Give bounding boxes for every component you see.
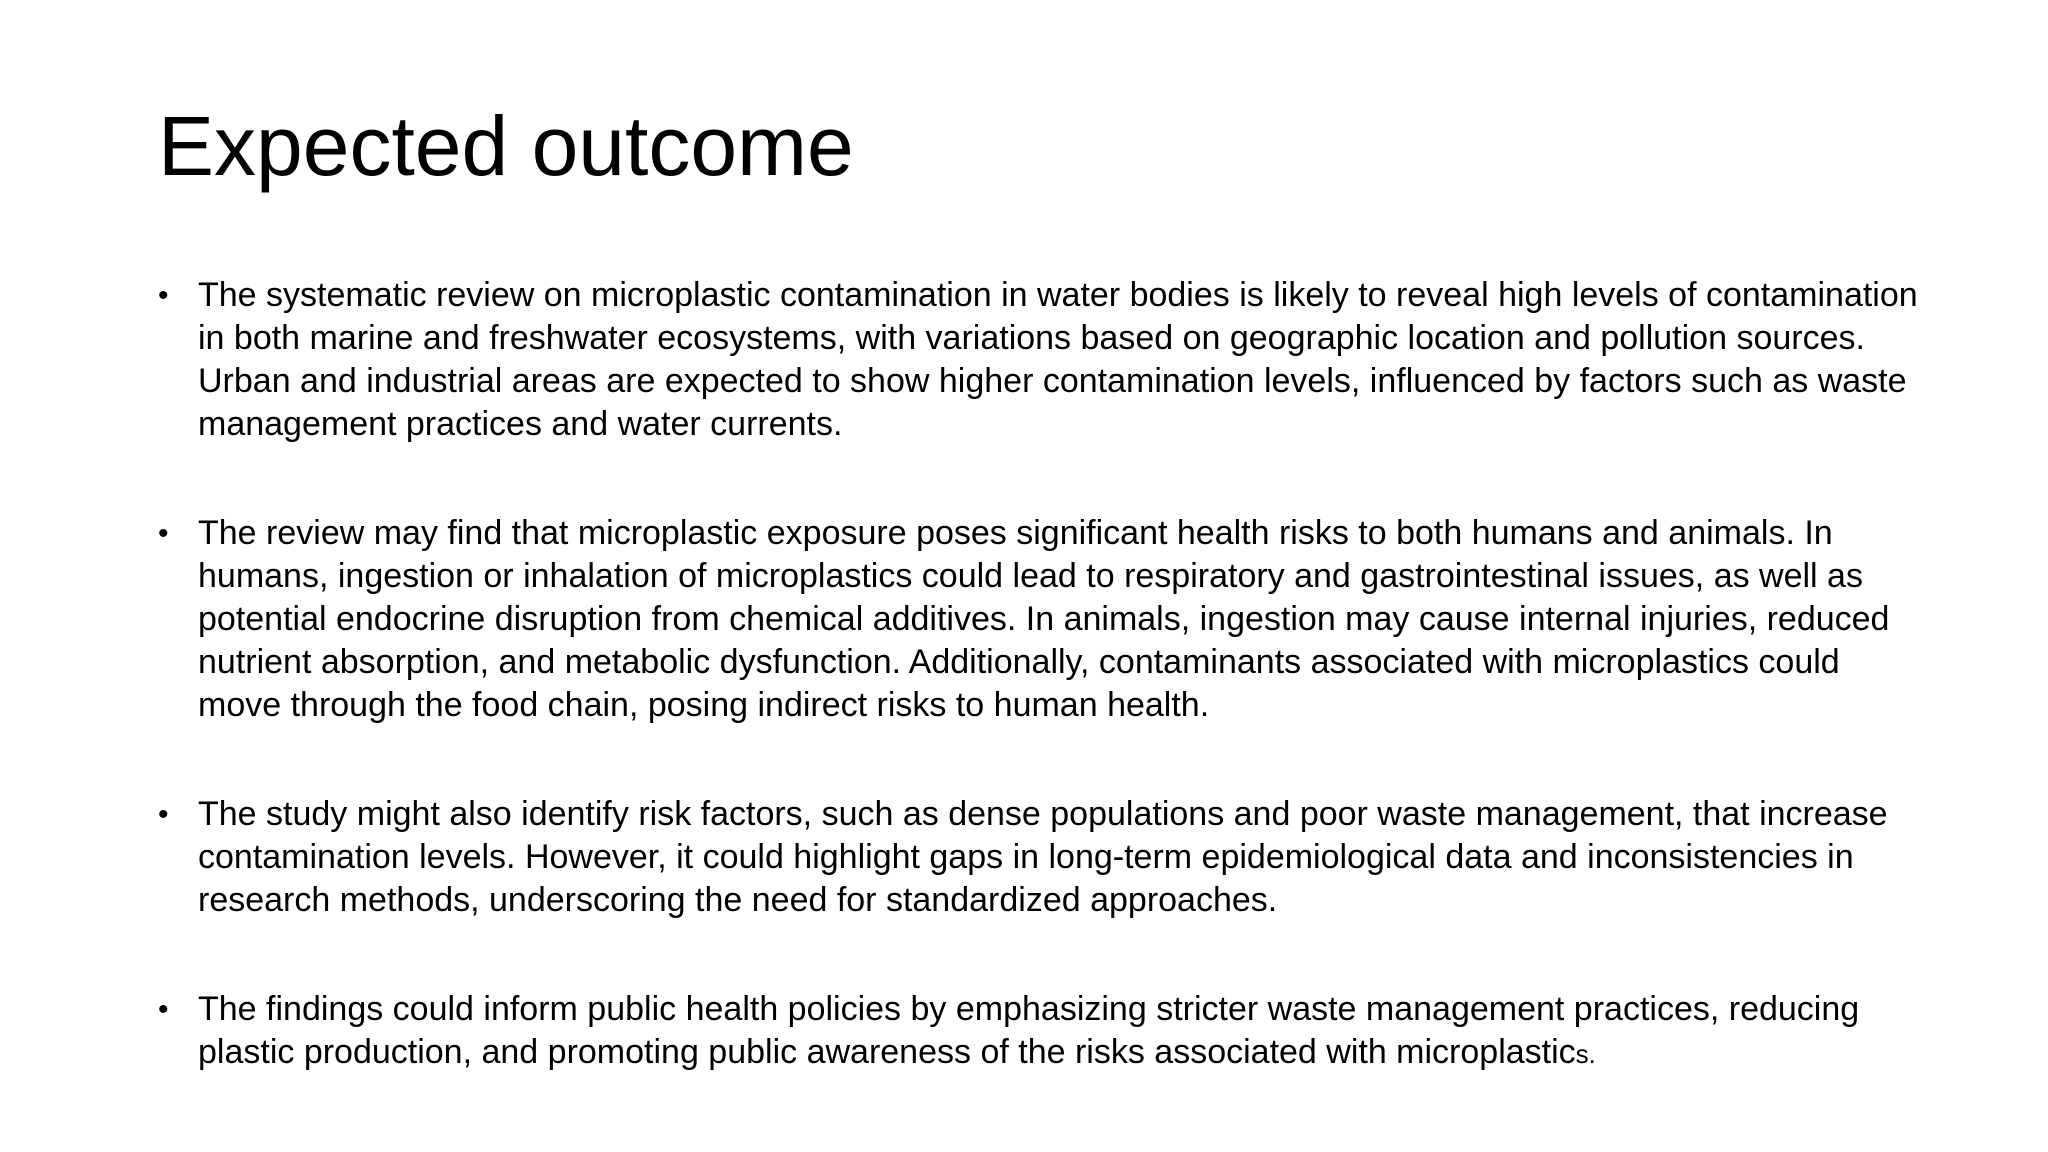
bullet-item-4 xyxy=(158,988,1918,1076)
bullet-dot: • xyxy=(158,993,169,1026)
bullet-item-1 xyxy=(158,274,1918,446)
bullet-text-tail: s. xyxy=(1575,1039,1596,1069)
bullet-text: The study might also identify risk factors, such as dense populations and poor waste management, that increase contamination levels. However, it could highlight gaps in long-term epidemiological data and inconsistencies in research methods, underscoring the need for standardized approaches. xyxy=(198,795,1888,919)
bullet-text: The review may find that microplastic exposure poses significant health risks to both humans and animals. In humans, ingestion or inhalation of microplastics could lead to respiratory and gastrointestinal issues, as well as potential endocrine disruption from chemical additives. In animals, ingestion may cause internal injuries, reduced nutrient absorption, and metabolic dysfunction. Additionally, contaminants associated with microplastics could move through the food chain, posing indirect risks to human health. xyxy=(198,514,1890,724)
bullet-dot: • xyxy=(158,798,169,831)
bullet-list xyxy=(158,274,1918,1076)
bullet-dot: • xyxy=(158,517,169,550)
bullet-item-2 xyxy=(158,512,1918,727)
bullet-text: The systematic review on microplastic contamination in water bodies is likely to reveal high levels of contamination in both marine and freshwater ecosystems, with variations based on geographic location and pollution sources. Urban and industrial areas are expected to show higher contamination levels, influenced by factors such as waste management practices and water currents. xyxy=(198,276,1918,443)
bullet-item-3 xyxy=(158,793,1918,922)
slide-title: Expected outcome xyxy=(158,99,854,193)
bullet-dot: • xyxy=(158,279,169,312)
bullet-text: The findings could inform public health policies by emphasizing stricter waste management practices, reducing plastic production, and promoting public awareness of the risks associated with microplastic xyxy=(198,990,1860,1071)
